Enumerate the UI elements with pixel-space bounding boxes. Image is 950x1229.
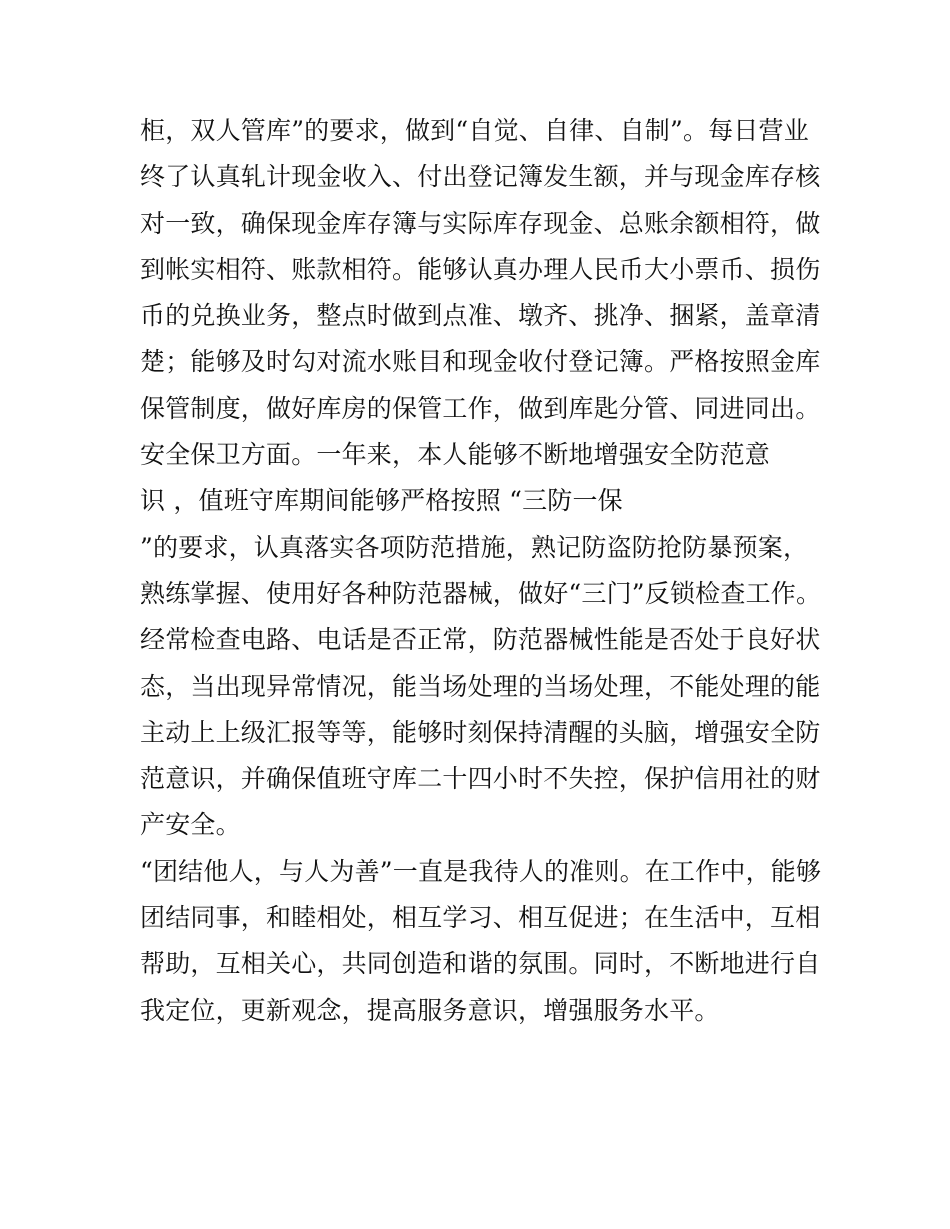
text-line: 币的兑换业务，整点时做到点准、墩齐、挑净、捆紧，盖章清 bbox=[140, 301, 821, 331]
text-line: 对一致，确保现金库存簿与实际库存现金、总账余额相符，做 bbox=[140, 208, 821, 238]
text-line: 产安全。 bbox=[140, 810, 241, 840]
text-line: 范意识，并确保值班守库二十四小时不失控，保护信用社的财 bbox=[140, 764, 821, 794]
document-body bbox=[140, 108, 820, 1034]
text-line: 熟练掌握、使用好各种防范器械，做好“三门”反锁检查工作。 bbox=[140, 578, 822, 608]
text-line: 团结同事，和睦相处，相互学习、相互促进；在生活中，互相 bbox=[140, 903, 821, 933]
text-line: 识 ，值班守库期间能够严格按照 “三防一保 bbox=[140, 486, 623, 516]
text-line: 保管制度，做好库房的保管工作，做到库匙分管、同进同出。 bbox=[140, 393, 821, 423]
text-line: 主动上上级汇报等等，能够时刻保持清醒的头脑，增强安全防 bbox=[140, 717, 821, 747]
text-line: 我定位，更新观念，提高服务意识，增强服务水平。 bbox=[140, 995, 720, 1025]
text-line: 帮助，互相关心，共同创造和谐的氛围。同时，不断地进行自 bbox=[140, 949, 821, 979]
text-line: 安全保卫方面。一年来，本人能够不断地增强安全防范意 bbox=[140, 440, 771, 470]
text-line: 终了认真轧计现金收入、付出登记簿发生额，并与现金库存核 bbox=[140, 162, 821, 192]
text-line: “团结他人，与人为善”一直是我待人的准则。在工作中，能够 bbox=[140, 856, 822, 886]
text-line: ”的要求，认真落实各项防范措施，熟记防盗防抢防暴预案， bbox=[140, 532, 809, 562]
text-line: 态，当出现异常情况，能当场处理的当场处理，不能处理的能 bbox=[140, 671, 821, 701]
text-line: 楚；能够及时勾对流水账目和现金收付登记簿。严格按照金库 bbox=[140, 347, 821, 377]
text-line: 经常检查电路、电话是否正常，防范器械性能是否处于良好状 bbox=[140, 625, 821, 655]
text-line: 到帐实相符、账款相符。能够认真办理人民币大小票币、损伤 bbox=[140, 254, 821, 284]
text-line: 柜，双人管库”的要求，做到“自觉、自律、自制”。每日营业 bbox=[140, 116, 809, 145]
